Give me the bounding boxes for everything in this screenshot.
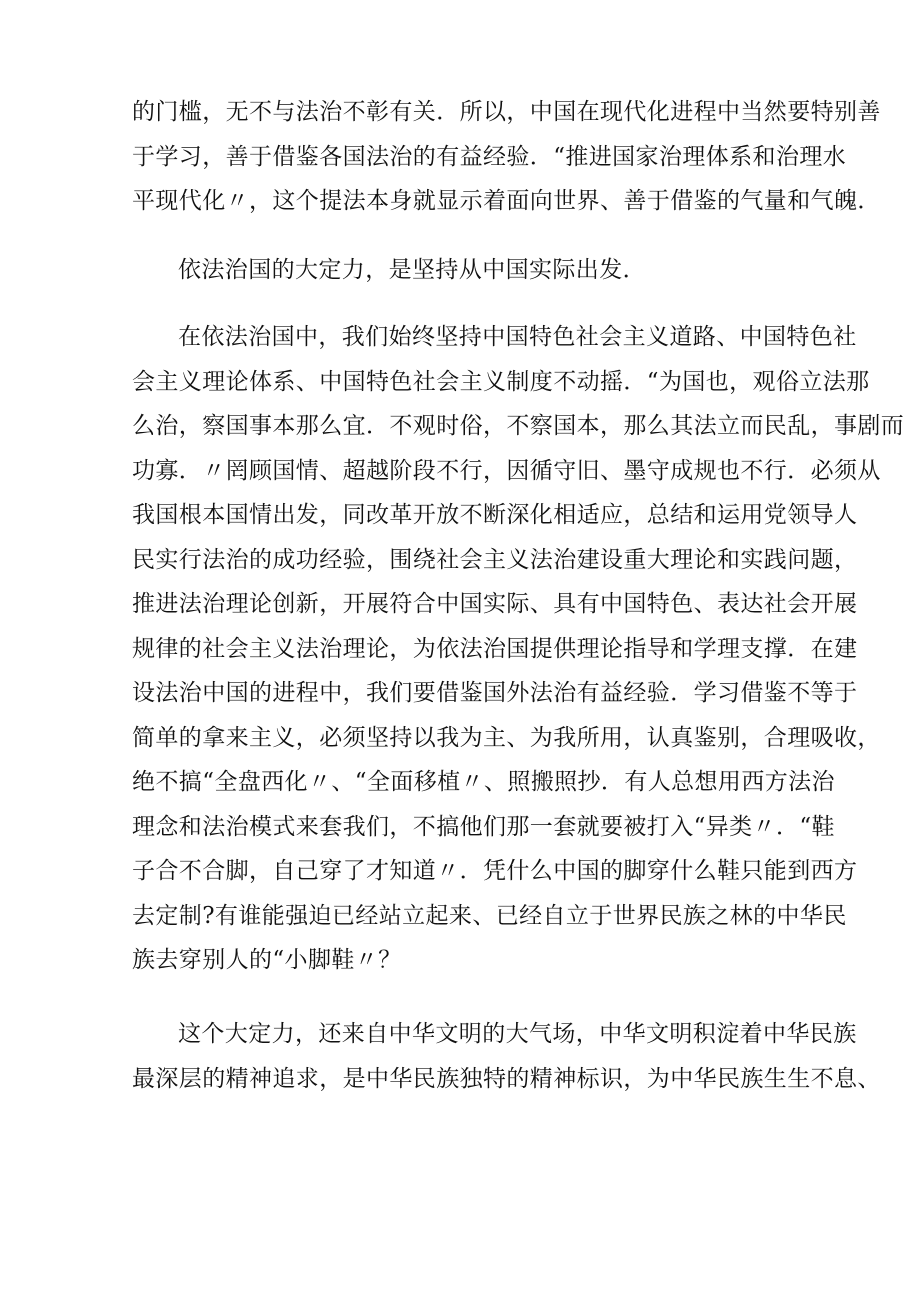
- text-line: 么治，察国事本那么宜．不观时俗，不察国本，那么其法立而民乱，事剧而: [132, 413, 905, 439]
- text-line: 功寡．〃罔顾国情、超越阶段不行，因循守旧、墨守成规也不行．必须从: [132, 457, 881, 484]
- text-line: 于学习，善于借鉴各国法治的有益经验．“推进国家治理体系和治理水: [132, 143, 847, 170]
- paragraph-2: [132, 248, 812, 293]
- text-line: 规律的社会主义法治理论，为依法治国提供理论指导和学理支撑．在建: [132, 635, 858, 662]
- text-line: 的门槛，无不与法治不彰有关．所以，中国在现代化进程中当然要特别善: [132, 99, 881, 125]
- text-line: 平现代化〃，这个提法本身就显示着面向世界、善于借鉴的气量和气魄．: [132, 188, 881, 214]
- text-line: 民实行法治的成功经验，围绕社会主义法治建设重大理论和实践问题，: [132, 546, 858, 573]
- text-line: 去定制?有谁能强迫已经站立起来、已经自立于世界民族之林的中华民: [132, 902, 847, 929]
- text-line: 推进法治理论创新，开展符合中国实际、具有中国特色、表达社会开展: [132, 591, 858, 617]
- text-line: 族去穿别人的“小脚鞋〃？: [132, 947, 402, 973]
- text-line: 依法治国的大定力，是坚持从中国实际出发．: [178, 257, 646, 283]
- paragraph-3: [132, 315, 905, 983]
- text-line: 我国根本国情出发，同改革开放不断深化相适应，总结和运用党领导人: [132, 502, 858, 528]
- text-line: 这个大定力，还来自中华文明的大气场，中华文明积淀着中华民族: [178, 1021, 857, 1047]
- paragraph-1: [132, 90, 881, 224]
- text-line: 子合不合脚，自己穿了才知道〃．凭什么中国的脚穿什么鞋只能到西方: [132, 858, 858, 884]
- text-line: 会主义理论体系、中国特色社会主义制度不动摇．“为国也，观俗立法那: [132, 368, 870, 395]
- paragraph-4: [132, 1012, 881, 1101]
- text-line: 简单的拿来主义，必须坚持以我为主、为我所用，认真鉴别，合理吸收，: [132, 724, 881, 751]
- text-line: 绝不搞“全盘西化〃、“全面移植〃、照搬照抄．有人总想用西方法治: [132, 769, 835, 795]
- text-line: 在依法治国中，我们始终坚持中国特色社会主义道路、中国特色社: [178, 324, 857, 350]
- text-line: 最深层的精神追求，是中华民族独特的精神标识，为中华民族生生不息、: [132, 1065, 881, 1092]
- text-line: 设法治中国的进程中，我们要借鉴国外法治有益经验．学习借鉴不等于: [132, 680, 858, 706]
- text-line: 理念和法治模式来套我们，不搞他们那一套就要被打入“异类〃．“鞋: [132, 813, 835, 840]
